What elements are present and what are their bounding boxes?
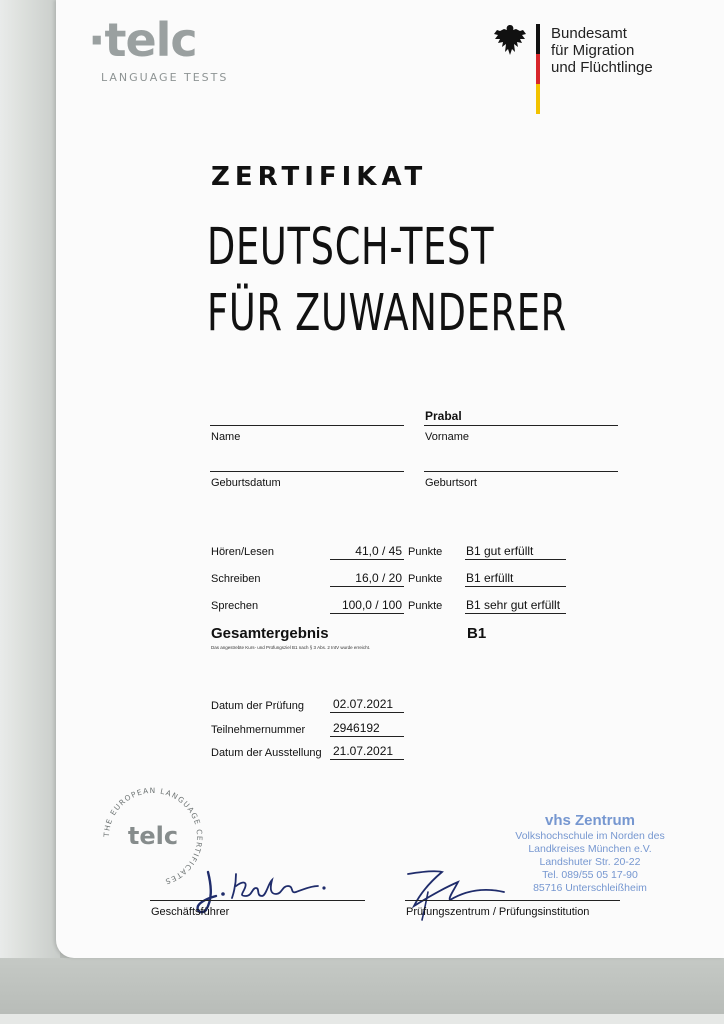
level-rule [465,613,566,614]
result-level-sprechen: B1 sehr gut erfüllt [466,598,561,612]
scan-background-left [0,0,60,1024]
result-label-sprechen: Sprechen [211,600,259,612]
title-line-2: FÜR ZUWANDERER [207,284,567,343]
bamf-line: für Migration [551,42,635,59]
score-rule [330,586,404,587]
issue-date-rule [330,759,404,760]
result-level-hoeren: B1 gut erfüllt [466,544,534,558]
participant-number-label: Teilnehmernummer [211,724,306,736]
bamf-line: Bundesamt [551,25,627,42]
telc-tagline: LANGUAGE TESTS [101,71,229,84]
bamf-name [551,25,653,76]
overall-note: Das angestrebte Kurs- und Prüfungsziel B1 nach § 3 Abs. 2 IntV wurde erreicht. [211,645,371,650]
flag-black-stripe [536,24,540,54]
scan-edge [0,1014,724,1024]
overall-value: B1 [467,625,487,642]
geburtsdatum-label: Geburtsdatum [211,477,281,489]
federal-eagle-icon [492,22,528,58]
vhs-stamp [495,812,685,895]
bamf-line: und Flüchtlinge [551,59,653,76]
flag-red-stripe [536,54,540,84]
flag-gold-stripe [536,84,540,114]
issue-date-value: 21.07.2021 [333,744,394,758]
participant-number-rule [330,736,404,737]
score-rule [330,613,404,614]
exam-date-value: 02.07.2021 [333,697,394,711]
exam-date-label: Datum der Prüfung [211,700,304,712]
institution-signature-label: Prüfungszentrum / Prüfungsinstitution [406,906,590,918]
german-flag-bar [536,24,540,114]
overall-label: Gesamtergebnis [211,625,329,642]
issue-date-label: Datum der Ausstellung [211,747,322,759]
seal-center-text: telc [127,822,179,850]
certificate-title [207,215,567,347]
level-rule [465,586,566,587]
stamp-line: Landshuter Str. 20-22 [539,856,641,868]
result-level-schreiben: B1 erfüllt [466,571,514,585]
result-unit: Punkte [408,600,443,612]
signature-rule-right [405,900,620,901]
geburtsort-label: Geburtsort [425,477,477,489]
result-unit: Punkte [408,546,443,558]
exam-date-rule [330,712,404,713]
stamp-head: vhs Zentrum [544,812,635,829]
result-label-schreiben: Schreiben [211,573,261,585]
result-label-hoeren: Hören/Lesen [211,546,274,558]
result-score-schreiben: 16,0 / 20 [355,571,402,585]
stamp-line: Tel. 089/55 05 17-90 [542,869,638,881]
title-line-1: DEUTSCH-TEST [207,218,495,277]
name-label: Name [211,431,241,443]
manager-signature-label: Geschäftsführer [151,906,230,918]
vorname-value: Prabal [425,409,462,423]
geburtsdatum-rule [210,471,404,472]
stamp-line: Volkshochschule im Norden des [515,830,665,842]
result-unit: Punkte [408,573,443,585]
name-rule [210,425,404,426]
signature-rule-left [150,900,365,901]
participant-number-value: 2946192 [333,721,380,735]
telc-logo: ·telc [88,13,197,67]
result-score-sprechen: 100,0 / 100 [341,598,402,612]
level-rule [465,559,566,560]
stamp-line: 85716 Unterschleißheim [533,882,647,894]
vorname-label: Vorname [425,431,470,443]
vorname-rule [424,425,618,426]
stamp-line: Landkreises München e.V. [528,843,652,855]
result-score-hoeren: 41,0 / 45 [355,544,402,558]
geburtsort-rule [424,471,618,472]
certificate-type: ZERTIFIKAT [211,162,428,192]
seal-ring-text: THE EUROPEAN LANGUAGE CERTIFICATES [101,785,205,887]
score-rule [330,559,404,560]
